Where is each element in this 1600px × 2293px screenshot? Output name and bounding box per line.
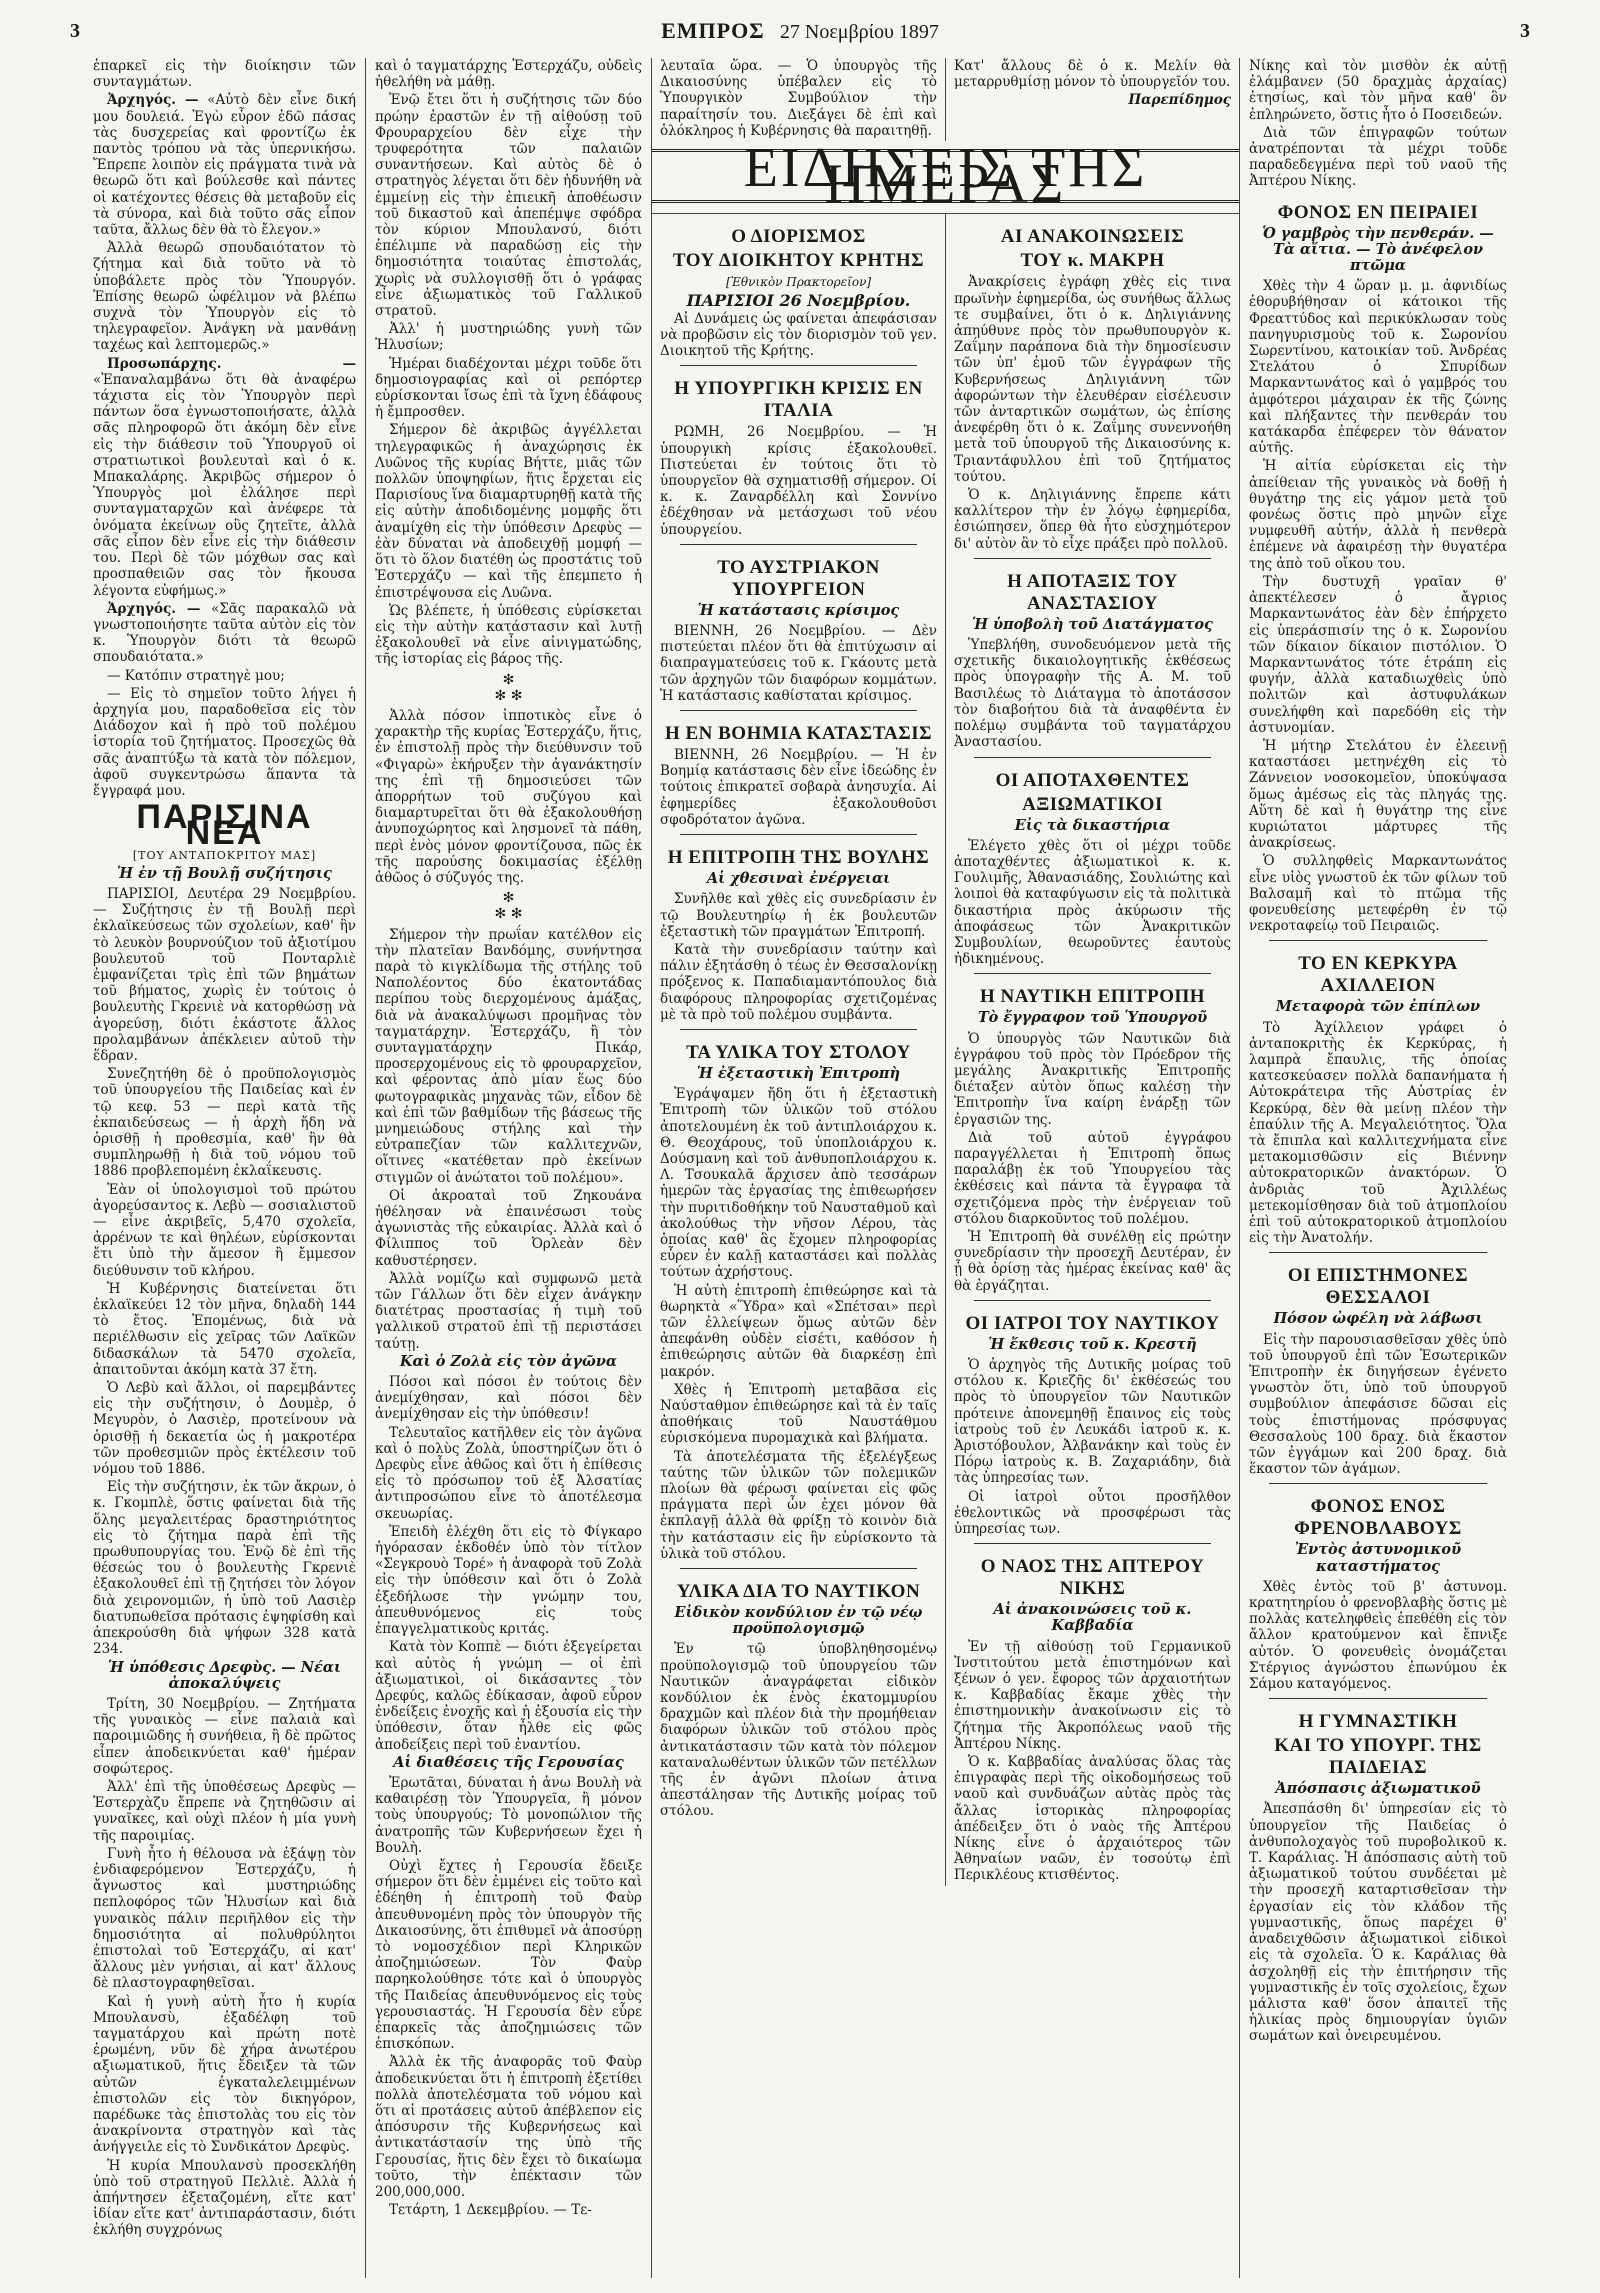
gerousia-subheading: Αἱ διαθέσεις τῆς Γερουσίας	[393, 1753, 624, 1771]
divider	[974, 973, 1211, 974]
lunatic-heading: ΦΟΝΟΣ ΕΝΟΣ ΦΡΕΝΟΒΛΑΒΟΥΣ	[1294, 1496, 1462, 1540]
crete-p: Αἱ Δυνάμεις ὡς φαίνεται ἀπεφάσισαν νὰ προβῶσιν εἰς τὸν διορισμὸν τοῦ γεν. Διοικητοῦ τῆς Κρήτης.	[660, 310, 937, 360]
piraeus-p2: Ἡ αἰτία εὑρίσκεται εἰς τὴν ἀπείθειαν τῆς γυναικὸς νὰ δοθῇ ἡ θυγάτηρ της εἰς γάμον μετὰ τοῦ φονέως ὅστις πρὸ μηνῶν εἶχε νυμφευθῆ αὐτήν, ἀλλὰ ἡ πενθερὰ ἐπέμενε νὰ ἀφαιρέσῃ τὴν θυγατέρα της ἀπὸ τοῦ οἴκου του.	[1249, 458, 1507, 572]
doctors-heading: ΟΙ ΙΑΤΡΟΙ ΤΟΥ ΝΑΥΤΙΚΟΥ	[965, 1312, 1220, 1334]
masthead-center	[661, 18, 939, 44]
masthead-date: 27 Νοεμβρίου 1897	[779, 21, 939, 43]
naval-committee-p1: Ὁ ὑπουργὸς τῶν Ναυτικῶν διὰ ἐγγράφου τοῦ πρὸς τὸν Πρόεδρον τῆς μεγάλης Ἀνακριτικῆς Ἐπιτροπῆς διέταξεν αὐτὸν ὅπως καλέσῃ τὴν Ἐπιτροπὴν ἵνα καίρη ἐνάρξῃ τῶν ἐργασιῶν της.	[954, 1030, 1231, 1128]
center-top-left	[652, 58, 946, 141]
makri-heading-2: ΤΟΥ κ. ΜΑΚΡΗ	[1020, 250, 1165, 272]
anastasiou-p: Ὑπεβλήθη, συνοδευόμενον μετὰ τῆς σχετικῆς δικαιολογητικῆς ἐκθέσεως πρὸς ὑπογραφὴν τῆς Α. Μ. τοῦ Βασιλέως τὸ Διάταγμα τὸ ἀποτάσσον τὸν διαβοήτου διὰ τὰ ἀναφθέντα ἐν πολέμῳ συμβάντα τοῦ ταγματάρχου Ἀναστασίου.	[954, 637, 1231, 751]
austria-subheading: Ἡ κατάστασις κρίσιμος	[697, 601, 900, 619]
makri-heading-1: ΑΙ ΑΝΑΚΟΙΝΩΣΕΙΣ	[1000, 226, 1185, 248]
page-number-right: 3	[1520, 19, 1530, 42]
c1-p3: Ἀλλὰ θεωρῶ σπουδαιότατον τὸ ζήτημα καὶ διὰ τοῦτο νὰ τὸ ὑποβάλετε πρὸς τὸν Ὑπουργόν. Ἐπίσης θεωρῶ ὠφέλιμον νὰ βλέπω συχνὰ τὸν Ὑπουργὸν εἰς τὸ τηλεγραφεῖον. Ἀνάγκη νὰ μανθάνῃ ταχέως καὶ λεπτομερῶς.»	[93, 240, 356, 354]
crete-heading-1: Ο ΔΙΟΡΙΣΜΟΣ	[731, 226, 866, 248]
bohemia-heading: Η ΕΝ ΒΟΗΜΙΑ ΚΑΤΑΣΤΑΣΙΣ	[664, 723, 933, 745]
stolos-p1: Ἐγράψαμεν ἤδη ὅτι ἡ ἐξεταστικὴ Ἐπιτροπὴ τῶν ὑλικῶν τοῦ στόλου ἀποτελουμένη ἐκ τοῦ ἀντιπλοιάρχου κ. Θ. Θεοχάρους, τοῦ ὑποπλοιάρχου κ. Δούσμανη καὶ τοῦ ἀνθυποπλοιάρχου κ. Λ. Τσουκαλᾶ ἄρχισεν ἀπὸ τεσσάρων ἡμερῶν τὰς ἐργασίας της ἐπιθεωρήσεν τὴν πυριτιδοθήκην τοῦ Ναυσταθμοῦ καὶ ἀκολούθως τὴν νῆσον Λέρου, τὰς ὁποίας καθ' ἃς ἔχομεν πληροφορίας εὗρεν ἐν καλῇ καταστάσει καὶ πολλὰς τούτων ἀχρήστους.	[660, 1086, 937, 1281]
piraeus-heading: ΦΟΝΟΣ ΕΝ ΠΕΙΡΑΙΕΙ	[1277, 201, 1479, 223]
center-top	[652, 58, 1239, 141]
column-3	[652, 214, 946, 1885]
italy-p: ΡΩΜΗ, 26 Νοεμβρίου. — Ἡ ὑπουργικὴ κρίσις ἐξακολουθεῖ. Πιστεύεται ἐν τούτοις ὅτι τὸ ὑπουργεῖον θὰ σχηματισθῇ σήμερον. Οἱ κ. κ. Ζαναρδέλλη καὶ Σοννίνο ἐδέχθησαν νὰ μετάσχωσι τοῦ νέου ὑπουργείου.	[660, 424, 937, 538]
paris-dek: [ΤΟΥ ΑΝΤΑΠΟΚΡΙΤΟΥ ΜΑΣ]	[132, 848, 317, 862]
gymnastics-p: Ἀπεσπάσθη δι' ὑπηρεσίαν εἰς τὸ ὑπουργεῖον τῆς Παιδείας ὁ ἀνθυπολοχαγὸς τοῦ πυροβολικοῦ κ. Τ. Καράλιας. Ἡ ἀπόσπασις αὐτὴ τοῦ ἀξιωματικοῦ τούτου συνδέεται μὲ τὴν προσεχῆ καταρτισθεῖσαν τὴν ἐργασίαν εἰς τὸν κλάδον τῆς γυμναστικῆς, ὅπως παρέχει θ' ἀναδειχθῶσιν ἀξιωματικοὶ εἰδικοὶ εἰς τὰ σχολεῖα. Ὁ κ. Καράλιας θὰ ἀσχοληθῇ εἰς τὴν ἐπιτήρησιν τῆς γυμναστικῆς ἐν τοῖς σχολείοις, ἔχων μάλιστα καθ' ὅσον ἀπαιτεῖ τῆς ἡλικίας πρὸς δημιουργίαν ὑγιῶν σωμάτων καὶ ὀνειρευμένου.	[1249, 1801, 1507, 2045]
nautikon-subheading: Εἰδικὸν κονδύλιον ἐν τῷ νέῳ προϋπολογισμῷ	[674, 1604, 923, 1638]
vouli-p1: Συνῆλθε καὶ χθὲς εἰς συνεδρίασιν ἐν τῷ Βουλευτηρίῳ ἡ ἐκ βουλευτῶν ἐξεταστικὴ τῶν πραγμάτων Ἐπιτροπή.	[660, 891, 937, 940]
officers-subheading: Εἰς τὰ δικαστήρια	[1014, 816, 1171, 834]
gymnastics-heading-1: Η ΓΥΜΝΑΣΤΙΚΗ	[1298, 1711, 1458, 1733]
c2-p3: Ἀλλ' ἡ μυστηριώδης γυνὴ τῶν Ἠλυσίων;	[375, 321, 642, 354]
stolos-p4: Τὰ ἀποτελέσματα τῆς ἐξελέγξεως ταύτης τῶν ὑλικῶν τῶν πολεμικῶν πλοίων θὰ φέρωσι φαίνεται εἰς φῶς πράγματα περὶ ὧν ἐχει μόνον θὰ ἐκπλαγῇ ἀλλὰ θὰ φρίξῃ τὸ κοινὸν διὰ τὴν κατάστασιν εἰς ἣν εὑρίσκοντο τὰ ὑλικὰ τοῦ στόλου.	[660, 1448, 937, 1562]
vouli-heading: Η ΕΠΙΤΡΟΠΗ ΤΗΣ ΒΟΥΛΗΣ	[667, 847, 930, 869]
doctors-p2: Οἱ ἰατροὶ οὗτοι προσῆλθον ἐθελοντικῶς νὰ προσφέρωσι τὰς ὑπηρεσίας των.	[954, 1488, 1231, 1538]
italy-heading: Η ΥΠΟΥΡΓΙΚΗ ΚΡΙΣΙΣ ΕΝ ΙΤΑΛΙΑ	[674, 378, 923, 422]
anastasiou-heading: Η ΑΠΟΤΑΞΙΣ ΤΟΥ ΑΝΑΣΤΑΣΙΟΥ	[1007, 570, 1178, 614]
column-4	[946, 214, 1239, 1885]
corfu-p: Τὸ Ἀχίλλειον γράφει ὁ ἀνταποκριτὴς ἐκ Κερκύρας, ἡ λαμπρὰ ἔπαυλις, τῆς ὁποίας κατεσκεύασεν πολλὰ δαπανήματα ἡ Αὐτοκράτειρα τῆς Αὐστρίας ἐν Κερκύρᾳ, δὲν θὰ μείνῃ πλέον τὴν ἐπαύλιν τῆς Α. Μεγαλειότητος. Ὅλα τὰ ἔπιπλα καὶ καλλιτεχνήματα εἶνε μετακομισθῶσιν εἰς Βιέννην αὐτοκρατορικῶν ἀνακτόρων. Ὁ ἀνδριὰς τοῦ Ἀχιλλέως μετεκομίσθησαν διὰ τοῦ ἀτμοπλοίου ἐπὶ τοῦ αὐτοκρατορικοῦ ἀτμοπλοίου εἰς τὴν Ἀνατολήν.	[1249, 1019, 1507, 1247]
c2-p9: Οἱ ἀκροαταὶ τοῦ Ζηκουάνα ἠθέλησαν νὰ ἐπαινέσωσι τοὺς ἀγωνιστὰς τῆς εὐκαιρίας. Ἀλλὰ καὶ ὁ Φίλιππος τοῦ Ὀρλεὰν δὲν καθυστέρησεν.	[375, 1187, 642, 1269]
c1-p5-text: «Σᾶς παρακαλῶ νὰ γνωστοποιήσητε ταῦτα αὐτὸν εἰς τὸν κ. Ὑπουργὸν διότι τὰ θεωρῶ σπουδαιότατα.»	[93, 600, 356, 666]
paris-p1: ΠΑΡΙΣΙΟΙ, Δευτέρα 29 Νοεμβρίου. — Συζήτησις ἐν τῇ Βουλῇ περὶ ἐκλαϊκεύσεως τῶν σχολείων, καθ' ἣν τὸ λευκὸν βουρνούζιον τοῦ ἀξιοτίμου βουλευτοῦ τοῦ Πονταρλιὲ ἐμφανίζεται τρὶς ἐπὶ τῶν βημάτων τοῦ βήματος, χωρὶς ἐν τούτοις ὁ βουλευτὴς Γκρενιὲ νὰ κατορθώσῃ νὰ ἀγορεύσῃ, διότι ἐκάστοτε ἄλλος προλαμβάνων ἀπέκλειεν αὐτοῦ τὴν ἕδραν.	[93, 885, 356, 1064]
lunatic-subheading: Ἐντὸς ἀστυνομικοῦ καταστήματος	[1294, 1541, 1462, 1575]
makri-p1: Ἀνακρίσεις ἐγράφη χθὲς εἰς τινα πρωϊνὴν ἐφημερίδα, ὡς συνήθως ἄλλως τε συμβαίνει, ὅτι ὁ κ. Δηλιγιάννης ἀπηύθυνε πρὸς τὸν πρωθυπουργὸν κ. Ζαΐμην παράπονα διὰ τὴν δημοσίευσιν τῶν ὑπ' ἐμοῦ τῶν ἐγγράφων τῆς Κυβερνήσεως Δηλιγιάννη τῶν ἀφορώντων τὴν ἐλευθέραν εἰσέλευσιν τῶν ἀνταρτικῶν σωμάτων, ὡς ἐπίσης ἀνεφέρθη ὅτι ὁ κ. Ζαΐμης συνεννοήθη μετὰ τοῦ ὑπουργοῦ τῆς Δικαιοσύνης κ. Τριαντάφυλλου ἐπὶ τοῦ ζητήματος τούτου.	[954, 274, 1231, 485]
piraeus-subheading: Ὁ γαμβρὸς τὴν πενθεράν. — Τὰ αἴτια. — Τὸ ἀνέφελον πτῶμα	[1262, 224, 1494, 275]
masthead	[0, 14, 1600, 48]
c2-p7: Ἀλλὰ πόσον ἱπποτικὸς εἶνε ὁ χαρακτὴρ τῆς κυρίας Ἐστερχάζυ, ἥτις, ἐν ἐπιστολῇ πρὸς τὴν διεύθυνσιν τοῦ «Φιγαρὼ» ἐκήρυξεν τὴν ἀγανάκτησίν της ἐπὶ τῇ δημοσιεύσει τῶν ἀπορρήτων τοῦ συζύγου καὶ διαμαρτυρεῖται ὅτι θὰ ἐξακολουθήσῃ ἀνυποχώρητος καὶ λησμονεῖ τὰ πάθη, περὶ ἑνὸς μόνον φροντίζουσα, πῶς ἐκ τῆς παρούσης δοκιμασίας ἐξέλθῃ ἀθῶος ὁ σύζυγός της.	[375, 707, 642, 886]
c1-p4-text: «Ἐπαναλαμβάνω ὅτι θὰ ἀναφέρω τάχιστα εἰς τὸν Ὑπουργὸν περὶ πάντων ὅσα ἐγνωστοποιήσατε, ἀλλὰ σᾶς πληροφορῶ ὅτι ἀκόμη δὲν εἶνε εἰς τὴν διάθεσιν τοῦ Ὑπουργοῦ οἱ στρατιωτικοὶ βουλευταὶ καὶ ὁ κ. Μπακαλάρης. Ἀκριβῶς σήμερον ὁ Ὑπουργὸς μοὶ ἐλάλησε περὶ συνταγματαρχῶν καὶ ἀνέφερε τὰ ὀνόματα ἐκείνων οὓς ζητεῖτε, ἀλλὰ σᾶς εἶπον δὲν εἶνε εἰς τὴν διάθεσιν του. Περὶ δὲ τῶν μόχθων σας καὶ προσπαθειῶν σας τὸν ἤκουσα λέγοντα εὐφήμως.»	[93, 371, 356, 599]
divider	[680, 1029, 917, 1030]
section-stars-2: ✻ ✻ ✻	[494, 890, 523, 923]
c1-p4	[93, 356, 356, 599]
vouli-subheading: Αἱ χθεσιναὶ ἐνέργειαι	[706, 870, 891, 888]
stolos-heading: ΤΑ ΥΛΙΚΑ ΤΟΥ ΣΤΟΛΟΥ	[686, 1041, 911, 1063]
c1-p2-kicker: Ἀρχηγός. —	[107, 92, 199, 109]
paris-subheading: Ἡ ἐν τῇ Βουλῇ συζήτησις	[117, 864, 332, 882]
zola-p2: Τελευταῖος κατῆλθεν εἰς τὸν ἀγῶνα καὶ ὁ πολὺς Ζολὰ, ὑποστηρίζων ὅτι ὁ Δρεφὺς εἶνε ἀθῶος καὶ ὅτι ἡ ἐπίθεσις εἰς τὸ πρόσωπον τοῦ ἐξ Ἀλσατίας ἀντιπροσώπου εἶνε τὸ ἀποτέλεσμα σκευωρίας.	[375, 1424, 642, 1522]
stolos-p2: Ἡ αὐτὴ ἐπιτροπὴ ἐπιθεώρησε καὶ τὰ θωρηκτὰ «Ὕδρα» καὶ «Σπέτσαι» περὶ τῶν ἐλλείψεων ὅμως αὐτῶν δὲν ἀπεφάνθη οὐδὲν εἰσέτι, καθόσον ἡ ἐπιθεώρησις αὐτῶν θὰ διαρκέσῃ ἐπὶ μακρόν.	[660, 1282, 937, 1380]
piraeus-p5: Ὁ συλληφθεὶς Μαρκαντωνάτος εἶνε υἱὸς γνωστοῦ ἐκ τῶν φίλων τοῦ Βαλσαμῆ καὶ τὸ πτῶμα τῆς φονευθείσης μετεφέρθη ἐν τῷ νεκροταφείῳ τοῦ Πειραιῶς.	[1249, 853, 1507, 935]
c2-p5: Σήμερον δὲ ἀκριβῶς ἀγγέλλεται τηλεγραφικῶς ἡ ἀναχώρησις ἐκ Λυῶνος τῆς κυρίας Βήττε, μιᾶς τῶν πολλῶν ὑποψηφίων, ἥτις ἔρχεται εἰς Παρισίους ἵνα διαμαρτυρηθῇ κατὰ τῆς εἰς αὐτὴν ἀποδιδομένης μομφῆς ὅτι ἀναμίχθη εἰς τὴν ὑπόθεσιν Δρεφὺς — ἐὰν δύναται νὰ ἀποδειχθῇ μομφή — ὅτι τὸ ὅλον διατέθη ὡς προστάτις τοῦ Ἐστερχάζυ — καὶ τῆς ἐπεμπετο ἡ ἐπιστρέψουσα εἰς Λυῶνα.	[375, 422, 642, 601]
officers-heading-1: ΟΙ ΑΠΟΤΑΧΘΕΝΤΕΣ	[995, 769, 1190, 791]
crete-wire: [Ἐθνικὸν Πρακτορεῖον]	[725, 275, 872, 290]
zola-subheading: Καὶ ὁ Ζολὰ εἰς τὸν ἀγῶνα	[399, 1352, 618, 1370]
zola-p1: Πόσοι καὶ πόσοι ἐν τούτοις δὲν ἀνεμίχθησαν, καὶ πόσοι δὲν ἀνεμίχθησαν εἰς τὴν ὑπόθεσιν!	[375, 1374, 642, 1423]
doctors-subheading: Ἡ ἔκθεσις τοῦ κ. Κρεστῆ	[988, 1335, 1197, 1353]
gerousia-p2: Οὐχὶ ἔχτες ἡ Γερουσία ἔδειξε σήμερον ὅτι δὲν ἐμμένει εἰς τοῦτο καὶ ἐδέηθη ἡ ἐπιτροπὴ τοῦ Φαὺρ ἀπευθυνομένη πρὸς τὸν ὑπουργὸν τῆς Δικαιοσύνης, ὅτι ἐπιθυμεῖ νὰ ἀποσύρῃ τὸ νομοσχέδιον περὶ Κληρικῶν ἀποζημιώσεων. Τὸν Φαὺρ παρηκολούθησε τότε καὶ ὁ ὑπουργὸς τῆς Παιδείας ἀπευθυνόμενος εἰς τοὺς γερουσιαστάς. Ἡ Γερουσία δὲν εὗρε ἐπαρκεῖς τὰς ἀποζημιώσεις τῶν ἐπισκόπων.	[375, 1857, 642, 2053]
zola-p3: Ἐπειδὴ ἐλέχθη ὅτι εἰς τὸ Φίγκαρο ἠγόρασαν ἐκδοθέν ὑπὸ τὸν τίτλον «Σεγκρουὸ Τορέ» ἡ ἀναφορὰ τοῦ Ζολὰ εἰς τὴν ὑπόθεσιν καὶ ὅτι ὁ Ζολὰ ἐξεδήλωσε τὴν γνώμην του, ἀπευθυνόμενος εἰς τοὺς ἐπαγγελματικοὺς κριτάς.	[375, 1523, 642, 1638]
c1-p6: — Κατόπιν στρατηγὲ μου;	[107, 667, 285, 684]
corfu-heading: ΤΟ ΕΝ ΚΕΡΚΥΡΑ ΑΧΙΛΛΕΙΟΝ	[1298, 953, 1458, 997]
section-stars: ✻ ✻ ✻	[494, 671, 523, 704]
thessaly-heading: ΟΙ ΕΠΙΣΤΗΜΟΝΕΣ ΘΕΣΣΑΛΟΙ	[1287, 1265, 1469, 1309]
divider	[1269, 940, 1487, 941]
column-1	[84, 58, 366, 2278]
center-top-left-text: λευταῖα ὥρα. — Ὁ ὑπουργὸς τῆς Δικαιοσύνης ὑπέβαλεν εἰς τὸ Ὑπουργικὸν Συμβούλιον τὴν παραίτησίν του. Διεξάγει δὲ ἐπὶ καὶ ὁλόκληρος ἡ Κυβέρνησις θὰ παραιτηθῇ.	[660, 58, 937, 139]
gymnastics-subheading: Ἀπόσπασις ἀξιωματικοῦ	[1275, 1780, 1481, 1798]
piraeus-p4: Ἡ μήτηρ Στελάτου ἐν ἐλεεινῇ καταστάσει μετηνέχθη εἰς τὸ Ζάννειον νοσοκομεῖον, ὑποκύψασα ὅμως ἀμέσως εἰς τὰς πληγάς της. Αὕτη δὲ καὶ ἡ θυγάτηρ της εἶνε κυριώτατοι μάρτυρες τῆς ἀνακρίσεως.	[1249, 737, 1507, 852]
temple-subheading: Αἱ ἀνακοινώσεις τοῦ κ. Καββαδία	[993, 1601, 1192, 1635]
piraeus-p1: Χθὲς τὴν 4 ὥραν μ. μ. ἀφνιδίως ἐθορυβήθησαν οἱ κάτοικοι τῆς Φρεαττύδος καὶ περικύκλωσαν τοὺς πανηγυρισμοὺς τοῦ κ. Σωρονίου Σωρεντίνου, κατοικίαν τοῦ. Ἀνδρέας Στελάτου ὁ Σπυρίδων Μαρκαντωνάτος καὶ ὁ γαμβρός του ἀμφότεροι μάχαιραν ἐκ τῆς ζώνης καὶ πλήξαντες τὴν πενθεράν του κατάκαρδα ἐπέφερεν τὸν θάνατον αὐτῆς.	[1249, 278, 1507, 457]
thessaly-p: Εἰς τὴν παρουσιασθεῖσαν χθὲς ὑπὸ τοῦ ὑπουργοῦ ἐπὶ τῶν Ἐσωτερικῶν Ἐπιτροπὴν ἐκ διηγήσεων ἐγένετο γνωστὸν ὅτι, ὑπὸ τοῦ ὑπουργοῦ συμβούλιον ἀπεφάσισε δῶσαι εἰς τοὺς ἐπιστήμονας πρόσφυγας Θεσσαλοὺς 100 δραχ. διὰ ἕκαστον τῶν ἐγγάμων καὶ 200 δραχ. διὰ ἕκαστον τῶν ἀγάμων.	[1249, 1331, 1507, 1478]
naval-committee-heading: Η ΝΑΥΤΙΚΗ ΕΠΙΤΡΟΠΗ	[979, 986, 1206, 1008]
c2-p1: καὶ ὁ ταγματάρχης Ἐστερχάζυ, οὐδεὶς ἠθελήθη νὰ μάθῃ.	[375, 58, 642, 91]
dreyfus-p1: Τρίτη, 30 Νοεμβρίου. — Ζητήματα τῆς γυναικὸς — εἶνε παλαιὰ καὶ παροιμιῶδης ἡ συνήθεια, ἢ δὲ πρῶτος εἶπεν ἀποδεικνύεται καθ' ἡμέραν σοφώτερος.	[93, 1695, 356, 1777]
temple-p1: Ἐν τῇ αἰθούσῃ τοῦ Γερμανικοῦ Ἰνστιτούτου μετὰ ἐπιστημόνων καὶ ξένων ὁ γεν. ἔφορος τῶν ἀρχαιοτήτων κ. Καββαδίας ἔκαμε χθὲς τὴν ἐπιστημονικὴν ἀνακοίνωσιν εἰς τὸ ζήτημα τῆς Ἀκροπόλεως ναοῦ τῆς Ἀπτέρου Νίκης.	[954, 1638, 1231, 1752]
divider	[1269, 1483, 1487, 1484]
c1-p4-kicker: Προσωπάρχης. —	[107, 355, 356, 372]
crete-heading-2: ΤΟΥ ΔΙΟΙΚΗΤΟΥ ΚΡΗΤΗΣ	[672, 250, 925, 272]
paris-p6: Εἰς τὴν συζήτησιν, ἐκ τῶν ἄκρων, ὁ κ. Γκομπλὲ, ὅστις φαίνεται διὰ τῆς ὅλης μεγαλειτέρας δραστηριότητος εἰς τὸ ζήτημα παρὰ ἐπὶ τῆς πρωθυπουργίας του. Ἐνῷ δὲ ἐπὶ τῆς θέσεώς του ὁ βουλευτὴς Γκρενιὲ ἐξακολουθεῖ ἐπὶ τῇ ζητήσει τὸν λόγον διὰ χειρονομιῶν, ἡ ὑπὸ τοῦ Λασιὲρ διατυπωθεῖσα πρότασις ἐψηφίσθη καὶ ἀπεκρούσθη διὰ ψήφων 328 κατὰ 234.	[93, 1479, 356, 1658]
stolos-p3: Χθὲς ἡ Ἐπιτροπὴ μεταβᾶσα εἰς Ναύσταθμον ἐπιθεώρησε καὶ τὰ ἐν ταῖς ἀποθήκαις τοῦ Ναυστάθμου εὑρισκόμενα πυρομαχικὰ καὶ βλήματα.	[660, 1381, 937, 1447]
dreyfus-p5: Ἡ κυρία Μπουλανσὺ προσεκλήθη ὑπὸ τοῦ στρατηγοῦ Πελλιὲ. Ἀλλὰ ἡ ἀπήντησεν ἐξεταζομένη, εἴτε κατ' ἰδίαν εἴτε κατ' ἀντιπαράστασιν, διότι ἐκλήθη συγχρόνως	[93, 2157, 356, 2239]
austria-heading: ΤΟ ΑΥΣΤΡΙΑΚΟΝ ΥΠΟΥΡΓΕΙΟΝ	[717, 556, 880, 600]
austria-p: ΒΙΕΝΝΗ, 26 Νοεμβρίου. — Δὲν πιστεύεται πλέον ὅτι θὰ ἐπιτύχωσιν αἱ διαπραγματεύσεις τοῦ κ. Γκάουτς μετὰ τῶν ἀρχηγῶν τῶν διαφόρων κομμάτων. Ἡ κατάστασις καθίσταται κρίσιμος.	[660, 623, 937, 704]
lunatic-p: Χθὲς ἐντὸς τοῦ β' ἀστυνομ. κρατητηρίου ὁ φρενοβλαβὴς ὅστις μὲ πολλὰς κατεληφθεὶς ἐπεθέθη εἰς τὸν ἄλλον κρατούμενον καὶ ἔπνιξε αὐτόν. Ὁ φονευθεὶς ὀνομάζεται Στέργιος ἀγνώστου ἐπωνύμου ἐκ Σάμου καταγόμενος.	[1249, 1578, 1507, 1693]
zola-p4: Κατὰ τὸν Κοππὲ — διότι ἐξεγείρεται καὶ αὐτὸς ἡ γνώμη — οἱ ἐπὶ ἀξιωματικοὶ, οἱ δικάσαντες τὸν Δρεφύς, καλῶς ἐδίκασαν, ἀφοῦ εὗρον ἐνδείξεις ἐνοχῆς καὶ ἡ ἐξουσία εἰς τὴν ὑπόθεσιν, ὅταν ἦλθε εἰς φῶς ἀποδείξεις περὶ τοῦ ἐναντίου.	[375, 1639, 642, 1753]
gerousia-p1: Ἐρωτᾶται, δύναται ἡ ἀνω Βουλὴ νὰ καθαιρέσῃ τὸν Ὑπουργεῖα, ἢ μόνον τοὺς ὑπουργούς; Τὸ μονοπώλιον τῆς ἀνατροπῆς τῶν Κυβερνήσεων ἔχει ἡ Βουλὴ.	[375, 1774, 642, 1856]
stolos-subheading: Ἡ ἐξεταστικὴ Ἐπιτροπὴ	[696, 1064, 901, 1082]
bohemia-p: ΒΙΕΝΝΗ, 26 Νοεμβρίου. — Ἡ ἐν Βοημίᾳ κατάστασις δὲν εἶνε ἰδεώδης ἐν τούτοις ἐπικρατεῖ σοβαρὰ ἀνησυχία. Αἱ ἐφημερίδες ἐξακολουθοῦσι σφοδρότατον ἀγῶνα.	[660, 747, 937, 828]
divider	[1269, 1698, 1487, 1699]
c5-p2: Διὰ τῶν ἐπιγραφῶν τούτων ἀνατρέπονται τὰ μέχρι τοῦδε παραδεδεγμένα περὶ τοῦ ναοῦ τῆς Ἀπτέρου Νίκης.	[1249, 124, 1507, 190]
divider	[680, 710, 917, 711]
news-of-the-day-banner: ΕΙΔΗΣΕΙΣ ΤΗΣ ΗΜΕΡΑΣ	[652, 149, 1239, 203]
nautikon-heading: ΥΛΙΚΑ ΔΙΑ ΤΟ ΝΑΥΤΙΚΟΝ	[676, 1581, 921, 1603]
piraeus-p3: Τὴν δυστυχῆ γραῖαν θ' ἀπεκτέλεσεν ὁ ἄγριος Μαρκαντωνάτος ἐὰν δὲν ἐπήρχετο εἰς ὑπεράσπισίν της ὁ κ. Σωρονίου τῶν δίκαιον δίκαιον πιστόλιον. Ὁ Μαρκαντωνάτος τότε ἐτράπη εἰς φυγήν, ἀλλὰ καταδιωχθεὶς ὑπὸ πολιτῶν καὶ ἀστυφυλάκων συνελήφθη καὶ παρεδόθη εἰς τὴν ἀστυνομίαν.	[1249, 573, 1507, 736]
center-columns	[652, 213, 1239, 1885]
column-5	[1240, 58, 1516, 2278]
c2-p6: Ὡς βλέπετε, ἡ ὑπόθεσις εὑρίσκεται εἰς τὴν αὐτὴν κατάστασιν καὶ λυτῇ ἐξακολουθεῖ νὰ εἶνε αἰνιγματώδης, τῆς ἱστορίας εἰς βάρος τῆς.	[375, 602, 642, 668]
c1-p2	[93, 92, 356, 238]
divider	[974, 558, 1211, 559]
divider	[974, 1543, 1211, 1544]
dreyfus-p2: Ἀλλ' ἐπὶ τῆς ὑποθέσεως Δρεφὺς — Ἐστερχὰζυ ἔπρεπε νὰ ζητηθῶσιν αἱ γυναῖκες, καὶ οὐχὶ πλέον ἡ μία γυνὴ τῆς παροιμίας.	[93, 1778, 356, 1844]
temple-p2: Ὁ κ. Καββαδίας ἀναλύσας ὅλας τὰς ἐπιγραφὰς περὶ τῆς οἰκοδομήσεως τοῦ ναοῦ καὶ συνδυάζων αὐτὰς πρὸς τὰς ἄλλας ἱστορικὰς πληροφορίας ἀπέδειξεν ὅτι ὁ ναὸς τῆς Ἀπτέρου Νίκης εἶνε ὁ ἀρχαιότερος τῶν Ἀθηναίων ναῶν, ἐν τοσούτῳ ἐπὶ Περικλέους κτισθέντος.	[954, 1754, 1231, 1884]
center-top-right-text: Κατ' ἄλλους δὲ ὁ κ. Μελίν θὰ μεταρρυθμίσῃ μόνον τὸ ὑπουργεῖόν του.	[954, 58, 1231, 91]
c1-p1: ἐπαρκεῖ εἰς τὴν διοίκησιν τῶν συνταγμάτων.	[93, 58, 356, 91]
c2-p8: Σήμερον τὴν πρωΐαν κατέλθον εἰς τὴν πλατεῖαν Βανδόμης, συνήντησα παρὰ τὸ κιγκλίδωμα τῆς στήλης τοῦ Ναπολέοντος δύο ἑκατοντάδας περίπου τοὺς διερχομένους ἁμάξας, διὰ νὰ ἀνακαλύψωσι προμῆνας τὸν ταγματάρχην. Ἐστερχάζυ, ἢ τὸν συνταγματάρχην Πικάρ, προσερχομένους εἰς τὸ φρουραρχεῖον, καὶ φέροντας ἀπὸ μίαν ἕως δύο φωτογραφικὰς μηχανὰς τῶν, εἶδον δὲ καὶ ἐπὶ τῶν βαθμίδων τῆς βάσεως τῆς μνημειώδους στήλης καὶ τὴν εὐτραπεζίαν τῶν καλλιτεχνῶν, οἵτινες «κατέθεταν πρὸ ἐκείνων στιγμῶν οἱ ἀνώτατοι τοῦ πολέμου».	[375, 926, 642, 1186]
dreyfus-subheading: Ἡ ὑπόθεσις Δρεφὺς. — Νέαι ἀποκαλύψεις	[108, 1658, 341, 1692]
c2-p10: Ἀλλὰ νομίζω καὶ συμφωνῶ μετὰ τῶν Γάλλων ὅτι δὲν εἶχεν ἀνάγκην διατέτρας προστασίας ἡ τιμὴ τοῦ γαλλικοῦ στρατοῦ ἐπὶ τῇ περιστάσει ταύτῃ.	[375, 1270, 642, 1352]
c1-p2-text: «Αὐτὸ δὲν εἶνε δική μου δουλειά. Ἐγὼ εὗρον ἐδῶ πάσας τὰς δυσχερείας καὶ φροντίζω ἐκ παντὸς τρόπου νὰ τὰς ὑπερνικήσω. Ἔπρεπε λοιπὸν εἰς πράγματα τινὰ νὰ θεωρῶ ὅτι καὶ βούλεσθε καὶ πάντες οἱ κατέχοντες θέσεις θὰ μεταβοῦν εἰς τὰ σύνορα, καὶ διὰ τοῦτο σᾶς εἶπον ταῦτα, ἄλλως δὲν θὰ τὸ ἔλεγον.»	[93, 92, 356, 239]
thessaly-subheading: Πόσον ὠφέλη νὰ λάβωσι	[1273, 1310, 1483, 1328]
center-top-right	[946, 58, 1239, 141]
officers-heading-2: ΑΞΙΩΜΑΤΙΚΟΙ	[1022, 793, 1163, 815]
c1-p5	[93, 601, 356, 666]
center-block	[652, 58, 1240, 2278]
gymnastics-heading-2: ΚΑΙ ΤΟ ΥΠΟΥΡΓ. ΤΗΣ ΠΑΙΔΕΙΑΣ	[1274, 1735, 1482, 1779]
c1-p5-kicker: Ἀρχηγός. —	[107, 600, 201, 617]
dreyfus-p4: Καὶ ἡ γυνὴ αὐτὴ ἦτο ἡ κυρία Μπουλανσὺ, ἐξαδέλφη τοῦ ταγματάρχου καὶ πρώτη ποτὲ ἐρωμένη, νῦν δὲ χήρα ἀνωτέρου αξιωματικοῦ, ἥτις ἔδειξεν τὰ τῶν αὐτῶν ἐγκαταλελειμμένων ἐπιστολῶν εἰς τὸν δικηγόρον, παρέδωκε τὰς ἐπιστολὰς του εἰς τὸν ἀνακρίνοντα στρατηγὸν καὶ τὰς ἀνήγγειλε εἰς τὸ Συνδικάτον Δρεφὺς.	[93, 1993, 356, 2156]
divider	[680, 1568, 917, 1569]
c1-p7: — Εἰς τὸ σημεῖον τοῦτο λήγει ἡ ἀρχηγία μου, παραδοθεῖσα εἰς τὸν Διάδοχον καὶ ἡ πρὸ τοῦ πολέμου ἱστορία τοῦ ζητήματος. Προσεχῶς θὰ σᾶς ἀναπτύξω τὰ κατὰ τὸν πόλεμον, ἀφοῦ συγκεντρώσω ἅπαντα τὰ ἔγγραφά μου.	[93, 685, 356, 799]
center-signature: Παρεπίδημος	[1128, 92, 1231, 109]
divider	[974, 1300, 1211, 1301]
temple-heading: Ο ΝΑΟΣ ΤΗΣ ΑΠΤΕΡΟΥ ΝΙΚΗΣ	[980, 1556, 1205, 1600]
crete-dateline: ΠΑΡΙΣΙΟΙ 26 Νοεμβρίου.	[686, 290, 911, 310]
naval-committee-p3: Ἡ Ἐπιτροπὴ θὰ συνέλθῃ εἰς πρώτην συνεδρίασιν τὴν προσεχῆ Δευτέραν, ἐν ᾗ θὰ ὁρίσῃ τὰς ἡμέρας ἐκείνας καθ' ἃς θὰ ἐργάζηται.	[954, 1228, 1231, 1294]
doctors-p1: Ὁ ἀρχηγὸς τῆς Δυτικῆς μοίρας τοῦ στόλου κ. Κριεζῆς δι' ἐκθέσεώς του πρὸς τὸ ὑπουργεῖον τῶν Ναυτικῶν πρότεινε ἀπονεμηθῇ ἔπαινος εἰς τοὺς ἰατροὺς τοῦ ἐν Λευκάδι ἰατροῦ κ. κ. Ἀριστόβουλον, Ἀλβανάκην καὶ τοὺς ἐν Πόρῳ ἰατροὺς κ. Β. Ζαχαριάδην, διὰ τὰς ὑπηρεσίας των.	[954, 1356, 1231, 1487]
paris-heading: ΠΑΡΙΣΙΝΑ ΝΕΑ	[136, 798, 313, 853]
column-2	[366, 58, 652, 2278]
dreyfus-p3: Γυνὴ ἦτο ἡ θέλουσα νὰ ἐξάψῃ τὸν ἐνδιαφερόμενον Ἐστερχάζυ, ἡ ἄγνωστος καὶ μυστηριώδης πεπλοφόρος τῶν Ἠλυσίων καὶ διὰ γυναικὸς πάλιν περιῆλθον εἰς τὴν δημοσιότητα αἱ πολυθρύλητοι ἐπιστολαὶ τοῦ Ἐστερχάζυ, αἱ κατ' ἄλλους μὲν γνήσιαι, αἱ κατ' ἄλλους δὲ πλαστογραφηθεῖσαι.	[93, 1845, 356, 1992]
naval-committee-subheading: Τὸ ἔγγραφον τοῦ Ὑπουργοῦ	[977, 1009, 1208, 1027]
officers-p: Ἐλέγετο χθὲς ὅτι οἱ μέχρι τοῦδε ἀποταχθέντες ἀξιωματικοὶ κ. κ. Γουλιμῆς, Ἀθανασιάδης, Σουλιώτης καὶ λοιποὶ θὰ καταφύγωσιν εἰς τὰ πολιτικὰ δικαστήρια πρὸς ἀκύρωσιν τῆς ἀποφάσεως τῶν Ἀνακριτικῶν Συμβουλίων, θεωροῦντες ἑαυτοὺς ἠδικημένους.	[954, 837, 1231, 968]
divider	[680, 834, 917, 835]
vouli-p2: Κατὰ τὴν συνεδρίασιν ταύτην καὶ πάλιν ἐξητάσθη ὁ τέως ἐν Θεσσαλονίκῃ πρόξενος κ. Παπαδιαμαντόπουλος διὰ διαφόρους πληροφορίας σχετιζομένας μὲ τὰ πρὸ τοῦ πολέμου συμβάντα.	[660, 941, 937, 1023]
anastasiou-subheading: Ἡ ὑποβολὴ τοῦ Διατάγματος	[972, 615, 1213, 633]
paris-p3: Ἐὰν οἱ ὑπολογισμοὶ τοῦ πρώτου ἀγορεύσαντος κ. Λεβὺ — σοσιαλιστοῦ — εἶνε ἀκριβεῖς, 5,470 σχολεῖα, ἀρρένων τε καὶ θηλέων, εὑρίσκονται ἔτι ὑπὸ τὴν ἄμεσον ἢ ἔμμεσον διεύθυνσιν τοῦ κλήρου.	[93, 1181, 356, 1279]
c5-p1: Νίκης καὶ τὸν μισθὸν ἐκ αὐτῇ ἐλάμβανεν (50 δραχμὰς ἀρχαίας) ἐτησίως, καὶ τὸν μῆνα καθ' ὃν ἐπληρώνετο, ὅστις ἦτο ὁ Ποσειδεών.	[1249, 58, 1507, 123]
divider	[680, 365, 917, 366]
masthead-title: ΕΜΠΡΟΣ	[661, 18, 765, 43]
c2-p4: Ἡμέραι διαδέχονται μέχρι τοῦδε ὅτι δημοσιογραφίας καὶ οἱ ρεπόρτερ εὑρίσκονται ἴσως ἐπὶ τὰ ἴχνη ἐδάφους ἡ ἔμπροσθεν.	[375, 355, 642, 421]
nautikon-p: Ἐν τῷ ὑποβληθησομένῳ προϋπολογισμῷ τοῦ ὑπουργείου τῶν Ναυτικῶν ἀναγράφεται εἰδικὸν κονδύλιον ἐκ ἑνὸς ἑκατομμυρίου δραχμῶν καὶ πλέον διὰ τὴν προμήθειαν διαφόρων ὑλικῶν τοῦ στόλου πρὸς ἀντικατάστασιν τῶν κατὰ τὸν πόλεμον καταναλωθέντων ὑλικῶν τῶν πετέλλων τῆς ἐν ἀγῶνι πλοίων ἀτινα ἀπεστάλησαν τῆς Δυτικῆς μοίρας τοῦ στόλου.	[660, 1641, 937, 1820]
divider	[1269, 1252, 1487, 1253]
divider	[974, 757, 1211, 758]
page-number: 3	[70, 19, 80, 42]
corfu-subheading: Μεταφορὰ τῶν ἐπίπλων	[1275, 998, 1481, 1016]
c2-p2: Ἐνῷ ἔτει ὅτι ἡ συζήτησις τῶν δύο πρώην ἐραστῶν ἐν τῇ αἰθούσῃ τοῦ Φρουραρχείου δὲν εἶχε τὴν τρυφερότητα τῶν παλαιῶν συναντήσεων. Καὶ αὐτὸς δὲ ὁ στρατηγὸς λέγεται ὅτι δὲν ἠδυνήθη νὰ ἐμμείνῃ εἰς τὴν ἐπιεικῆ ἀποθέωσιν τοῦ δικαστοῦ καὶ ἀπεπέμψε σφόδρα τὸν κύριον Μπουλανσύ, διότι ἐπέλιμπε νὰ παραδώσῃ εἰς τὴν δημοσιότητα τοιαύτας ἐπιστολάς, χωρὶς νὰ συλλογισθῇ ὅτι ὁ γράφας εἶνε ἀξιωματικὸς τοῦ Γαλλικοῦ στρατοῦ.	[375, 92, 642, 320]
naval-committee-p2: Διὰ τοῦ αὐτοῦ ἐγγράφου παραγγέλλεται ἡ Ἐπιτροπὴ ὅπως παραλάβῃ ἐκ τοῦ Ὑπουργείου τὰς ἐκθέσεις καὶ πάντα τὰ ἔγγραφα τὰ σχετιζόμενα πρὸς τὴν ἐνέργειαν τοῦ στόλου διαρκοῦντος τοῦ πολέμου.	[954, 1129, 1231, 1227]
columns	[84, 58, 1516, 2278]
gerousia-p4: Τετάρτη, 1 Δεκεμβρίου. — Τε-	[389, 2202, 592, 2219]
divider	[680, 544, 917, 545]
paris-p5: Ὁ Λεβὺ καὶ ἄλλοι, οἱ παρεμβάντες εἰς τὴν συζήτησιν, ὁ Δουμὲρ, ὁ Μεγυρὸν, ὁ Λασιὲρ, προτείνουν νὰ ὁρισθῇ ἡ δεκαετία ὡς ἡ μακροτέρα τῶν προθεσμιῶν πρὸς ἐκτέλεσιν τοῦ νόμου τοῦ 1886.	[93, 1380, 356, 1478]
gerousia-p3: Ἀλλὰ ἐκ τῆς ἀναφορᾶς τοῦ Φαὺρ ἀποδεικνύεται ὅτι ἡ ἐπιτροπὴ ἐξετίθει πολλὰ ἀποτελέσματα τοῦ νόμου καὶ ὅτι αἱ προτάσεις αὐτοῦ ἀπέβλεπον εἰς ἀπόσυρσιν τῆς Κυβερνήσεως καὶ ἀντικατάστασίν της ὑπὸ τῆς Γερουσίας, ἥτις δὲν ἔχει τὸ δικαίωμα τοῦτο, τὴν ἐπέκτασιν τῶν 200,000,000.	[375, 2054, 642, 2200]
paris-p4: Ἡ Κυβέρνησις διατείνεται ὅτι ἐκλαϊκεύει 12 τὸν μῆνα, δηλαδὴ 144 τὸ ἔτος. Ἑπομένως, διὰ νὰ περιέλθωσιν εἰς χεῖρας τῶν Λαϊκῶν διδασκάλων τὰ 5470 σχολεῖα, ἀπαιτοῦνται ἀκόμη κατὰ 37 ἔτη.	[93, 1280, 356, 1378]
paris-p2: Συνεζητήθη δὲ ὁ προϋπολογισμὸς τοῦ ὑπουργείου τῆς Παιδείας καὶ ἐν τῷ κεφ. 53 — περὶ κατὰ τῆς ἐκπαιδεύσεως — ἡ ἀρχὴ ἤδη νὰ ὁρισθῇ ἡ προθεσμία, καθ' ἣν θὰ συμπληρωθῇ ἡ διὰ τοῦ νόμου τοῦ 1886 προβλεπομένη ἐκλαΐκευσις.	[93, 1066, 356, 1180]
makri-p2: Ὁ κ. Δηλιγιάννης ἔπρεπε κάτι καλλίτερον τὴν ἐν λόγῳ ἐφημερίδα, ἐσιώπησεν, ὅπερ θὰ ἦτο εὐσχημότερον δι' αὐτὸν ἂν τὸ εἶχε πράξει πρὸ πολλοῦ.	[954, 487, 1231, 552]
